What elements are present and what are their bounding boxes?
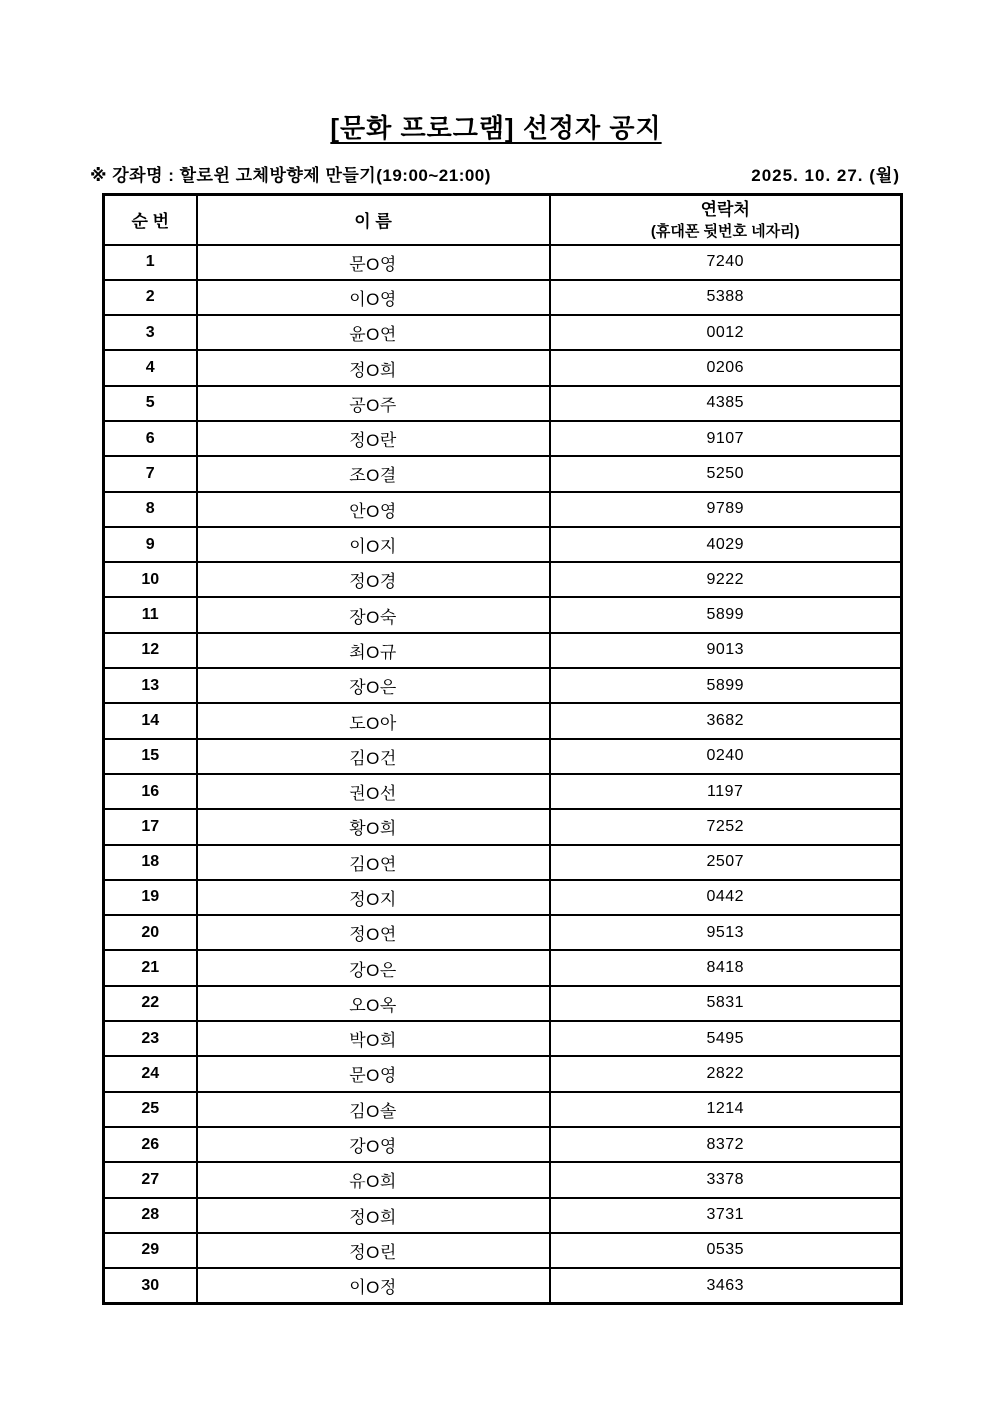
- row-name-cell: 장O은: [197, 668, 550, 703]
- row-number-cell: 14: [104, 703, 197, 738]
- row-number-cell: 11: [104, 597, 197, 632]
- row-contact-cell: 0442: [550, 880, 902, 915]
- row-number-cell: 22: [104, 986, 197, 1021]
- date-label: 2025. 10. 27. (월): [751, 166, 900, 185]
- table-row: [104, 421, 902, 456]
- row-number-cell: 25: [104, 1092, 197, 1127]
- row-number-cell: 2: [104, 280, 197, 315]
- header-contact-title: 연락처: [700, 199, 750, 219]
- row-contact-cell: 9222: [550, 562, 902, 597]
- row-name-cell: 정O란: [197, 421, 550, 456]
- row-number-cell: 27: [104, 1162, 197, 1197]
- header-contact-subtitle: (휴대폰 뒷번호 네자리): [650, 222, 800, 240]
- table-row: [104, 315, 902, 350]
- header-name: 이 름: [197, 195, 550, 245]
- header-row: [104, 195, 902, 245]
- table-row: [104, 809, 902, 844]
- table-row: [104, 915, 902, 950]
- row-contact-cell: 3731: [550, 1198, 902, 1233]
- row-contact-cell: 5831: [550, 986, 902, 1021]
- row-name-cell: 정O연: [197, 915, 550, 950]
- page-title: [문화 프로그램] 선정자 공지: [330, 113, 662, 143]
- table-row: [104, 1092, 902, 1127]
- row-contact-cell: 4385: [550, 386, 902, 421]
- row-name-cell: 김O건: [197, 739, 550, 774]
- row-name-cell: 최O규: [197, 633, 550, 668]
- row-name-cell: 문O영: [197, 1056, 550, 1091]
- row-number-cell: 7: [104, 456, 197, 491]
- row-name-cell: 이O정: [197, 1268, 550, 1303]
- table-row: [104, 597, 902, 632]
- table-row: [104, 950, 902, 985]
- row-contact-cell: 2822: [550, 1056, 902, 1091]
- title-block: [0, 0, 992, 145]
- row-number-cell: 8: [104, 492, 197, 527]
- table-row: [104, 1268, 902, 1303]
- row-number-cell: 9: [104, 527, 197, 562]
- row-number-cell: 20: [104, 915, 197, 950]
- table-row: [104, 1127, 902, 1162]
- row-contact-cell: 5388: [550, 280, 902, 315]
- row-contact-cell: 5495: [550, 1021, 902, 1056]
- table-row: [104, 456, 902, 491]
- row-number-cell: 12: [104, 633, 197, 668]
- header-no: 순 번: [104, 195, 197, 245]
- row-number-cell: 29: [104, 1233, 197, 1268]
- row-contact-cell: 4029: [550, 527, 902, 562]
- row-name-cell: 이O지: [197, 527, 550, 562]
- table-row: [104, 633, 902, 668]
- row-contact-cell: 0206: [550, 350, 902, 385]
- row-name-cell: 정O린: [197, 1233, 550, 1268]
- table-row: [104, 1162, 902, 1197]
- row-number-cell: 10: [104, 562, 197, 597]
- course-name-label: ※ 강좌명 : 할로윈 고체방향제 만들기(19:00~21:00): [90, 166, 491, 185]
- row-contact-cell: 3463: [550, 1268, 902, 1303]
- row-name-cell: 정O지: [197, 880, 550, 915]
- row-number-cell: 1: [104, 245, 197, 280]
- row-number-cell: 19: [104, 880, 197, 915]
- row-name-cell: 안O영: [197, 492, 550, 527]
- table-row: [104, 1056, 902, 1091]
- row-name-cell: 이O영: [197, 280, 550, 315]
- row-contact-cell: 5899: [550, 668, 902, 703]
- row-number-cell: 3: [104, 315, 197, 350]
- row-name-cell: 윤O연: [197, 315, 550, 350]
- row-name-cell: 공O주: [197, 386, 550, 421]
- subtitle-row: [90, 161, 900, 186]
- row-number-cell: 26: [104, 1127, 197, 1162]
- row-contact-cell: 7240: [550, 245, 902, 280]
- row-number-cell: 4: [104, 350, 197, 385]
- row-name-cell: 조O결: [197, 456, 550, 491]
- row-number-cell: 28: [104, 1198, 197, 1233]
- table-row: [104, 880, 902, 915]
- row-contact-cell: 1197: [550, 774, 902, 809]
- row-name-cell: 황O희: [197, 809, 550, 844]
- row-contact-cell: 9107: [550, 421, 902, 456]
- selectee-table: [102, 193, 903, 1305]
- row-contact-cell: 9013: [550, 633, 902, 668]
- table-row: [104, 562, 902, 597]
- table-row: [104, 386, 902, 421]
- row-name-cell: 정O희: [197, 1198, 550, 1233]
- row-contact-cell: 5250: [550, 456, 902, 491]
- table-body: [104, 245, 902, 1304]
- row-contact-cell: 8418: [550, 950, 902, 985]
- row-number-cell: 16: [104, 774, 197, 809]
- table-row: [104, 492, 902, 527]
- row-name-cell: 김O솔: [197, 1092, 550, 1127]
- row-name-cell: 박O희: [197, 1021, 550, 1056]
- table-row: [104, 845, 902, 880]
- row-number-cell: 23: [104, 1021, 197, 1056]
- row-number-cell: 24: [104, 1056, 197, 1091]
- row-contact-cell: 5899: [550, 597, 902, 632]
- row-number-cell: 5: [104, 386, 197, 421]
- row-name-cell: 정O희: [197, 350, 550, 385]
- row-contact-cell: 2507: [550, 845, 902, 880]
- table-row: [104, 280, 902, 315]
- table-row: [104, 1233, 902, 1268]
- row-contact-cell: 0535: [550, 1233, 902, 1268]
- table-row: [104, 527, 902, 562]
- row-number-cell: 21: [104, 950, 197, 985]
- row-name-cell: 문O영: [197, 245, 550, 280]
- table-row: [104, 774, 902, 809]
- row-contact-cell: 0012: [550, 315, 902, 350]
- row-contact-cell: 9513: [550, 915, 902, 950]
- table-row: [104, 1021, 902, 1056]
- header-contact: [550, 195, 902, 245]
- table-row: [104, 1198, 902, 1233]
- row-number-cell: 17: [104, 809, 197, 844]
- table-row: [104, 703, 902, 738]
- row-contact-cell: 0240: [550, 739, 902, 774]
- table-row: [104, 739, 902, 774]
- row-name-cell: 장O숙: [197, 597, 550, 632]
- row-number-cell: 6: [104, 421, 197, 456]
- row-contact-cell: 3682: [550, 703, 902, 738]
- row-contact-cell: 8372: [550, 1127, 902, 1162]
- row-name-cell: 정O경: [197, 562, 550, 597]
- row-name-cell: 오O옥: [197, 986, 550, 1021]
- table-row: [104, 245, 902, 280]
- table-row: [104, 350, 902, 385]
- row-contact-cell: 3378: [550, 1162, 902, 1197]
- row-contact-cell: 7252: [550, 809, 902, 844]
- row-name-cell: 강O은: [197, 950, 550, 985]
- row-number-cell: 18: [104, 845, 197, 880]
- row-name-cell: 강O영: [197, 1127, 550, 1162]
- row-contact-cell: 1214: [550, 1092, 902, 1127]
- row-contact-cell: 9789: [550, 492, 902, 527]
- table-header: [104, 195, 902, 245]
- row-number-cell: 30: [104, 1268, 197, 1303]
- row-name-cell: 권O선: [197, 774, 550, 809]
- row-number-cell: 13: [104, 668, 197, 703]
- row-name-cell: 도O아: [197, 703, 550, 738]
- row-name-cell: 유O희: [197, 1162, 550, 1197]
- row-number-cell: 15: [104, 739, 197, 774]
- table-row: [104, 668, 902, 703]
- table-row: [104, 986, 902, 1021]
- row-name-cell: 김O연: [197, 845, 550, 880]
